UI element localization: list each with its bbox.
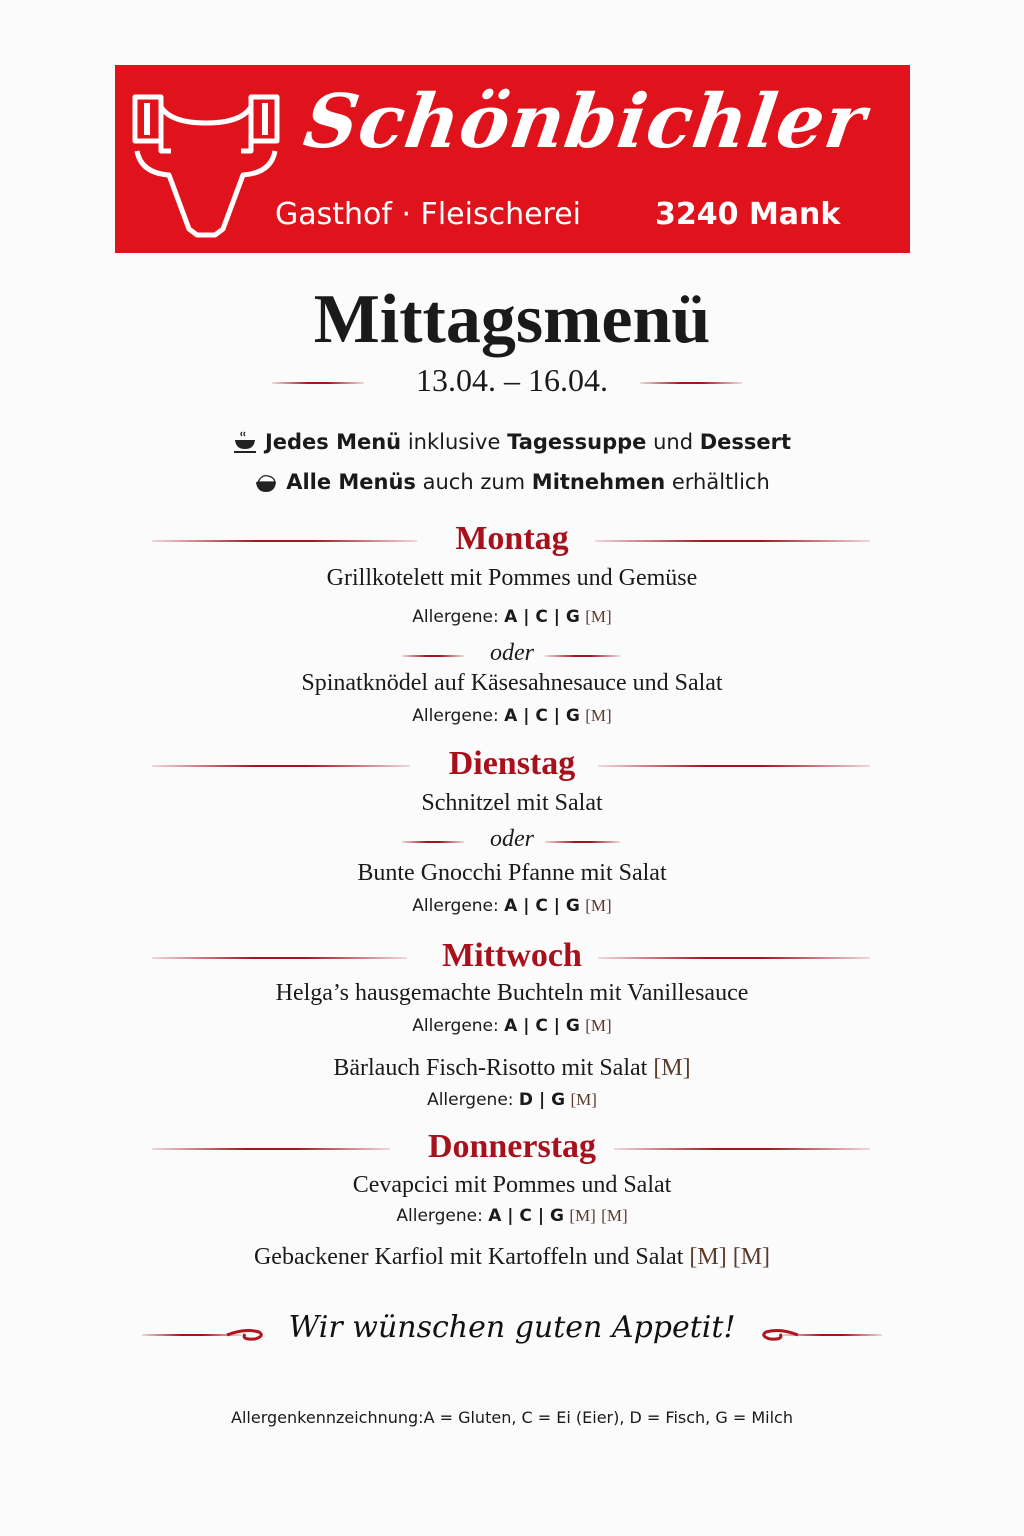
dish-text: Bunte Gnocchi Pfanne mit Salat [357, 860, 667, 886]
allergen-codes: A | C | G [504, 607, 580, 627]
allergen-label: Allergene: [396, 1206, 483, 1226]
divider [595, 540, 870, 542]
divider [545, 655, 620, 657]
dish-name [0, 980, 1024, 1007]
dish-text: Schnitzel mit Salat [421, 790, 603, 816]
takeaway-bowl-icon [254, 471, 278, 500]
dish-name [0, 1055, 1024, 1082]
note-text: Alle Menüs [286, 470, 416, 494]
allergen-legend: Allergenkennzeichnung:A = Gluten, C = Ei (Eier), D = Fisch, G = Milch [231, 1408, 793, 1427]
note-text: und [646, 430, 700, 454]
divider [152, 1148, 390, 1150]
dish-text: Spinatknödel auf Käsesahnesauce und Salat [301, 670, 723, 696]
allergen-line [0, 607, 1024, 627]
allergen-codes: A | C | G [488, 1206, 564, 1226]
bull-head-logo-icon [131, 93, 281, 243]
allergen-codes: D | G [518, 1090, 566, 1110]
note-text: auch zum [415, 470, 532, 494]
dish-text: Cevapcici mit Pommes und Salat [352, 1172, 672, 1198]
header-banner [115, 65, 910, 253]
note-text: erhältlich [665, 470, 770, 494]
business-type: Gasthof · Fleischerei [275, 197, 582, 232]
allergen-line [0, 1206, 1024, 1226]
m-tag: [M] [732, 1244, 771, 1270]
dish-name [0, 1172, 1024, 1199]
m-tag: [M] [653, 1055, 691, 1081]
allergen-line [0, 1016, 1024, 1036]
dish-name [0, 670, 1024, 697]
brand-name: Schönbichler [298, 79, 872, 165]
divider [614, 1148, 870, 1150]
oder-separator: oder [490, 640, 534, 666]
note-text: Dessert [699, 430, 792, 454]
day-heading: Mittwoch [442, 937, 582, 974]
dish-name [0, 1244, 1024, 1271]
closing-message: Wir wünschen guten Appetit! [288, 1310, 736, 1345]
divider [402, 841, 464, 843]
allergen-codes: A | C | G [504, 706, 580, 726]
divider [402, 655, 464, 657]
page-title: Mittagsmenü [313, 281, 711, 358]
business-location: 3240 Mank [655, 197, 841, 232]
dish-name [0, 860, 1024, 887]
allergen-codes: A | C | G [504, 896, 580, 916]
allergen-line [0, 1090, 1024, 1110]
allergen-label: Allergene: [412, 706, 499, 726]
divider [545, 841, 620, 843]
allergen-label: Allergene: [412, 896, 499, 916]
allergen-label: Allergene: [412, 1016, 499, 1036]
day-heading: Donnerstag [427, 1128, 597, 1165]
allergen-line [0, 706, 1024, 726]
flourish-right [782, 1334, 882, 1336]
info-note [0, 470, 1024, 500]
allergen-codes: A | C | G [504, 1016, 580, 1036]
dish-text: Grillkotelett mit Pommes und Gemüse [326, 565, 698, 591]
m-tag: [M] [585, 607, 612, 626]
divider [152, 765, 410, 767]
dish-name [0, 565, 1024, 592]
m-tag: [M] [689, 1244, 727, 1270]
divider [152, 957, 407, 959]
dish-name [0, 790, 1024, 817]
allergen-line [0, 896, 1024, 916]
dish-text: Bärlauch Fisch-Risotto mit Salat [333, 1055, 648, 1081]
allergen-label: Allergene: [427, 1090, 514, 1110]
divider [152, 540, 417, 542]
oder-separator: oder [490, 826, 534, 852]
note-text: inklusive [401, 430, 508, 454]
m-tag: [M] [601, 1206, 628, 1225]
divider [598, 765, 870, 767]
m-tag: [M] [585, 896, 612, 915]
soup-cup-icon [233, 431, 257, 460]
day-heading: Dienstag [448, 745, 576, 782]
date-range: 13.04. – 16.04. [416, 362, 608, 398]
m-tag: [M] [569, 1206, 596, 1225]
day-heading: Montag [455, 520, 569, 557]
divider [598, 957, 870, 959]
note-text: Tagessuppe [507, 430, 647, 454]
dish-text: Gebackener Karfiol mit Kartoffeln und Salat [253, 1244, 684, 1270]
dish-text: Helga’s hausgemachte Buchteln mit Vanillesauce [275, 980, 749, 1006]
m-tag: [M] [585, 706, 612, 725]
info-note [0, 430, 1024, 460]
m-tag: [M] [585, 1016, 612, 1035]
allergen-label: Allergene: [412, 607, 499, 627]
note-text: Jedes Menü [264, 430, 402, 454]
note-text: Mitnehmen [531, 470, 666, 494]
m-tag: [M] [570, 1090, 597, 1109]
divider [640, 382, 742, 384]
